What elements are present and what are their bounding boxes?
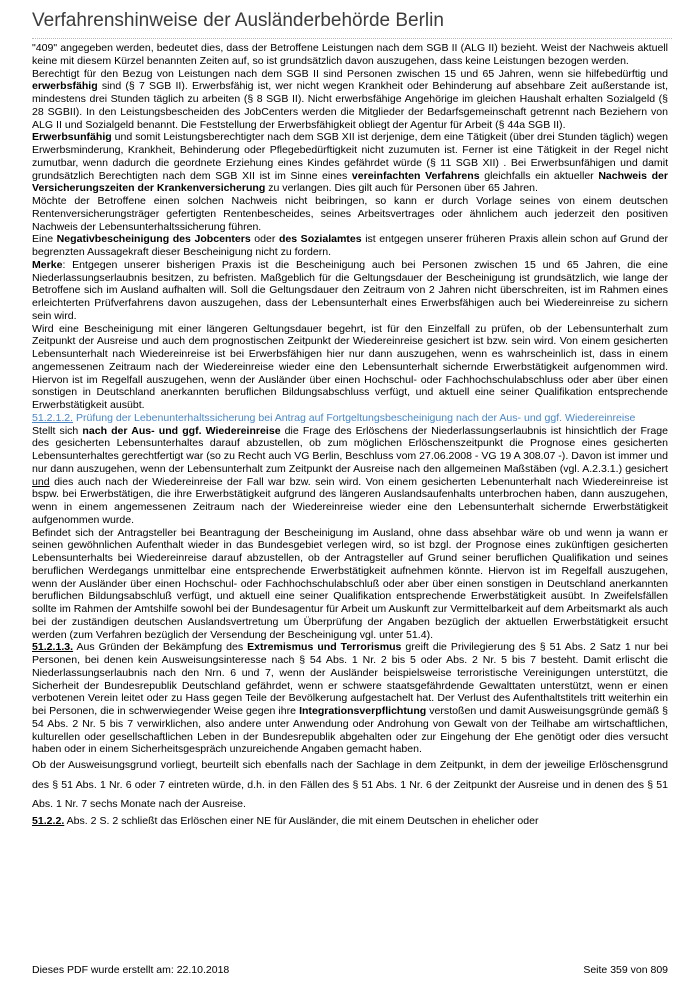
paragraph: "409" angegeben werden, bedeutet dies, dass der Betroffene Leistungen nach dem SGB II (ALG II) bezieht. Weist der Nachweis aktuell keine mit diesem Kürzel benannten Zeiten auf, so ist grundsätzlich davon auszugehen, dass keine Leistungen bezogen werden. — [32, 42, 668, 67]
document-body — [32, 42, 668, 828]
section-number: 51.2.1.2. — [32, 411, 74, 424]
section-heading: 51.2.1.2. Prüfung der Lebenunterhaltssicherung bei Antrag auf Fortgeltungsbescheinigung nach der Aus- und ggf. Wiedereinreise — [32, 411, 636, 424]
section-number: 51.2.1.3. — [32, 641, 74, 654]
paragraph: Ob der Ausweisungsgrund vorliegt, beurteilt sich ebenfalls nach der Sachlage in dem Zeitpunkt, in dem der jeweilige Erlöschensgrund des § 51 Abs. 1 Nr. 6 oder 7 eintreten würde, d.h. in den Fällen des § 51 Abs. 1 Nr. 6 der Zeitpunkt der Ausreise und in denen des § 51 Abs. 1 Nr. 7 sechs Monate nach der Ausreise. — [32, 759, 668, 811]
paragraph: Befindet sich der Antragsteller bei Beantragung der Bescheinigung im Ausland, ohne dass absehbar wäre ob und wenn ja wann er seinen gewöhnlichen Aufenthalt wieder in das Bundesgebiet verlegen wird, so ist bzgl. der Prognose eines zukünftigen gesicherten Lebensunterhalts bei Wiedereinreise darauf abzustellen, ob der Antragsteller auf Grund seiner beruflichen Qualifikation und seines beruflichen Werdegangs unmittelbar eine entsprechende Erwerbstätigkeit aufnehmen könnte. Hiervon ist im Regelfall auszugehen, wenn der Ausländer über einen Hochschul- oder Fachhochschulabschluß oder aber über einen sonstigen in Deutschland anerkannten beruflichen Bildungsabschluß verfügt, und aktuell eine seiner Qualifikation entsprechende Erwerbstätigkeit ausübt. In Zweifelsfällen sollte im Rahmen der Amtshilfe sowohl bei der Bundesagentur für Arbeit um Auskunft zur Vermittelbarkeit auf dem Arbeitsmarkt als auch bei der zuständigen deutschen Auslandsvertretung um Überprüfung der Angaben bezüglich der aktuellen Erwerbstätigkeit ersucht werden (zum Verfahren bezüglich der Versendung der Bescheinigung vgl. unter 51.4). — [32, 526, 668, 641]
paragraph: Stellt sich nach der Aus- und ggf. Wiedereinreise die Frage des Erlöschens der Niederlassungserlaubnis ist hinsichtlich der Frage des gesicherten Lebensunterhaltes darauf abzustellen, ob zum möglichen Erlöschenszeitpunkt die Prognose eines gesicherten Lebensunterhaltes gerechtfertigt war (so zu Recht auch VG Berlin, Beschluss vom 27.06.2008 - VG 19 A 308.07 -). Davon ist immer und nur dann auszugehen, wenn der Lebensunterhalt zum Zeitpunkt der Ausreise nach den allgemeinen Maßstäben (vgl. A.2.3.1.) gesichert und dies auch nach der Wiedereinreise der Fall war bzw. sein wird. Von einem gesicherten Lebenunterhalt nach Wiedereinreise ist bspw. bei Erwerbstätigen, die ihre Erwerbstätigkeit aufgrund des längeren Auslandsaufenhalts unterbrochen haben, dann auszugehen, wenn in einem angemessenen Zeitraum nach der Wiedereinreise wieder eine den Lebensunterhalt sichernde Erwerbstätigkeit aufgenommen wurde. — [32, 424, 668, 526]
paragraph: Eine Negativbescheinigung des Jobcenters oder des Sozialamtes ist entgegen unserer früheren Praxis allein schon auf Grund der begrenzten Aussagekraft dieser Bescheinigung nicht zu fordern. — [32, 233, 668, 258]
paragraph: Wird eine Bescheinigung mit einer längeren Geltungsdauer begehrt, ist für den Einzelfall zu prüfen, ob der Lebensunterhalt zum Zeitpunkt der Ausreise und auch dem prognostischen Zeitpunkt der Wiedereinreise gesichert ist bzw. sein wird. Von einem gesicherten Lebensunterhalt nach Wiedereinreise ist bei Erwerbsfähigen hier nur dann auszugehen, wenn es wahrscheinlich ist, dass in einem angemessenen Zeitraum nach der Wiedereinreise wieder eine den Lebensunterhalt sichernde Erwerbstätigkeit aufgenommen wird. Hiervon ist im Regelfall auszugehen, wenn der Ausländer über einen Hochschul- oder Fachhochschulabschluss oder aber über einen sonstigen in Deutschland anerkannten beruflichen Bildungsabschluss verfügt, und aktuell eine seiner Qualifikation entsprechende Erwerbstätigkeit ausübt. — [32, 322, 668, 411]
paragraph: 51.2.1.3. Aus Gründen der Bekämpfung des Extremismus und Terrorismus greift die Privilegierung des § 51 Abs. 2 Satz 1 nur bei Personen, bei denen kein Ausweisungsinteresse nach § 54 Abs. 1 Nr. 2 bis 5 oder Abs. 2 Nr. 5 bis 7 besteht. Damit erlischt die Niederlassungserlaubnis nach den Nrn. 6 und 7, wenn der Ausländer beispielsweise terroristische Vereinigungen unterstützt, die Sicherheit der Bundesrepublik Deutschland gefährdet, wenn er schwere staatsgefährdende Gewalttaten unterstützt, wenn er einen verbotenen Verein leitet oder zu Hass gegen Teile der Bevölkerung aufgestachelt hat. Der Verlust des Aufenthaltstitels tritt weiterhin ein bei Personen, die in schwerwiegender Weise gegen ihre Integrationsverpflichtung verstoßen und damit Ausweisungsgründe gemäß § 54 Abs. 2 Nr. 5 bis 7 verwirklichen, also andere unter Anwendung oder Androhung von Gewalt von der Teilhabe am wirtschaftlichen, kulturellen oder gesellschaftlichen Leben in der Bundesrepublik abgehalten oder zur Eingehung der Ehe genötigt oder dies versucht haben oder in einem Sicherheitsgespräch unzureichende Angaben gemacht haben. — [32, 641, 668, 756]
page-title: Verfahrenshinweise der Ausländerbehörde Berlin — [32, 10, 672, 39]
paragraph: Möchte der Betroffene einen solchen Nachweis nicht beibringen, so kann er durch Vorlage seines von einem deutschen Rentenversicherungsträger gefertigten Rentenbescheides, seines Arbeitsvertrages oder ähnlichem auch jederzeit den positiven Nachweis der Lebensunterhaltssicherung führen. — [32, 195, 668, 233]
page-number: Seite 359 von 809 — [583, 964, 668, 976]
paragraph: Erwerbsunfähig und somit Leistungsberechtigter nach dem SGB XII ist derjenige, dem eine Tätigkeit (über drei Stunden täglich) wegen Erwerbsminderung, Krankheit, Behinderung oder Pflegebedürftigkeit nicht zuzumuten ist. Ferner ist eine Tätigkeit in der Regel nicht zumutbar, wenn dadurch die geordnete Erziehung eines Kindes gefährdet würde (§ 11 SGB XII) . Bei Erwerbsunfähigen und damit grundsätzlich Berechtigten nach dem SGB XII ist im Sinne eines vereinfachten Verfahrens gleichfalls ein aktueller Nachweis der Versicherungszeiten der Krankenversicherung zu verlangen. Dies gilt auch für Personen über 65 Jahren. — [32, 131, 668, 195]
creation-date: Dieses PDF wurde erstellt am: 22.10.2018 — [32, 964, 230, 976]
section-number: 51.2.2. — [32, 814, 65, 827]
paragraph: Berechtigt für den Bezug von Leistungen nach dem SGB II sind Personen zwischen 15 und 65 Jahren, wenn sie hilfebedürftig und erwerbsfähig sind (§ 7 SGB II). Erwerbsfähig ist, wer nicht wegen Krankheit oder Behinderung auf absehbare Zeit außerstande ist, mindestens drei Stunden täglich zu arbeiten (§ 8 SGB II). Nicht erwerbsfähige Angehörige im gleichen Haushalt erhalten Sozialgeld (§ 28 SGBII). In den Leistungsbescheiden des JobCenters werden die Mitglieder der Bedarfsgemeinschaft getrennt nach Beziehern von ALG II und Sozialgeld benannt. Die Feststellung der Erwerbsfähigkeit obliegt der Agentur für Arbeit (§ 44a SGB II). — [32, 67, 668, 131]
paragraph: 51.2.2. Abs. 2 S. 2 schließt das Erlöschen einer NE für Ausländer, die mit einem Deutschen in ehelicher oder — [32, 814, 539, 827]
page-footer — [32, 964, 668, 976]
paragraph: Merke: Entgegen unserer bisherigen Praxis ist die Bescheinigung auch bei Personen zwischen 15 und 65 Jahren, die eine Niederlassungserlaubnis besitzen, zu befristen. Maßgeblich für die Geltungsdauer der Bescheinigung ist grundsätzlich, wie lange der Betroffene sich im Ausland aufhalten will. Soll die Geltungsdauer den Zeitraum von 2 Jahren nicht überschreiten, ist im Rahmen eines erleichterten Prüfverfahrens davon auszugehen, dass der Lebensunterhalt eines Erwerbsfähigen auch bei Wiedereinreise zu sichern sein wird. — [32, 258, 668, 322]
